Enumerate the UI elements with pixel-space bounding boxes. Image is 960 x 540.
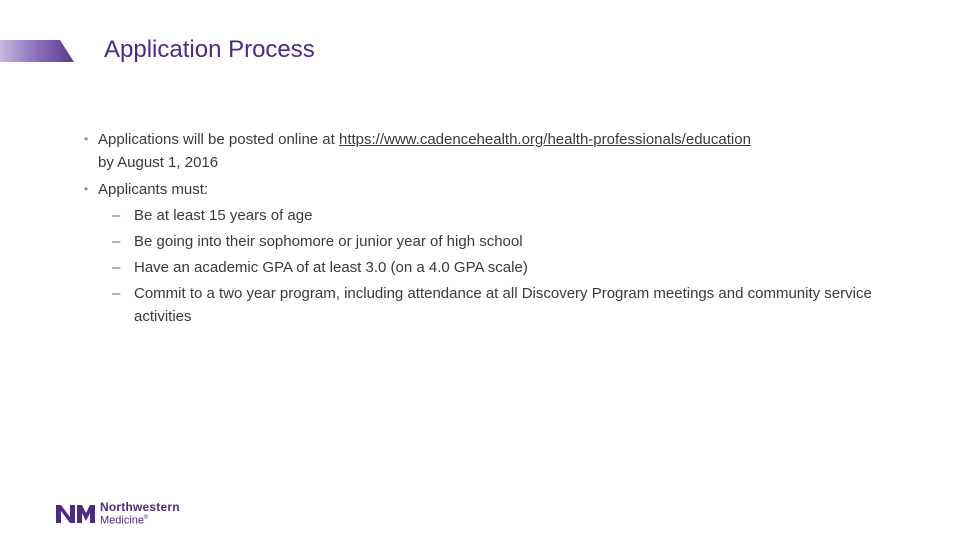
bullet-applicants-must: [84, 178, 904, 328]
logo-line1: Northwestern: [100, 499, 180, 514]
requirement-text: Commit to a two year program, including attendance at all Discovery Program meetings and community service activities: [134, 285, 872, 325]
nm-logo-icon: [56, 503, 96, 525]
logo-line2-text: Medicine: [100, 514, 145, 527]
requirement-text: Have an academic GPA of at least 3.0 (on a 4.0 GPA scale): [134, 259, 528, 276]
dash-icon: –: [112, 285, 121, 302]
dash-icon: –: [112, 259, 121, 276]
requirements-list: [98, 204, 904, 328]
requirement-item: [98, 282, 904, 328]
logo-line2: [100, 513, 180, 527]
bullet-icon: •: [84, 182, 89, 196]
logo-wordmark: [100, 499, 180, 527]
dash-icon: –: [112, 233, 121, 250]
requirement-text: Be at least 15 years of age: [134, 207, 313, 224]
requirement-item: [98, 230, 904, 253]
requirement-item: [98, 256, 904, 279]
bullet-text-prefix: Applications will be posted online at: [98, 131, 339, 148]
bullet-text: Applicants must:: [98, 181, 209, 198]
dash-icon: –: [112, 207, 121, 224]
title-accent-bar: [0, 40, 74, 62]
education-link[interactable]: https://www.cadencehealth.org/health-professionals/education: [338, 131, 751, 148]
requirement-item: [98, 204, 904, 227]
northwestern-medicine-logo: [56, 499, 180, 527]
bullet-icon: •: [84, 132, 89, 146]
trademark-symbol: ®: [144, 514, 149, 521]
slide-body: [84, 128, 904, 331]
requirement-text: Be going into their sophomore or junior year of high school: [134, 233, 523, 250]
bullet-text-suffix: by August 1, 2016: [98, 154, 219, 171]
page-title: Application Process: [104, 36, 315, 63]
bullet-applications: [84, 128, 904, 174]
